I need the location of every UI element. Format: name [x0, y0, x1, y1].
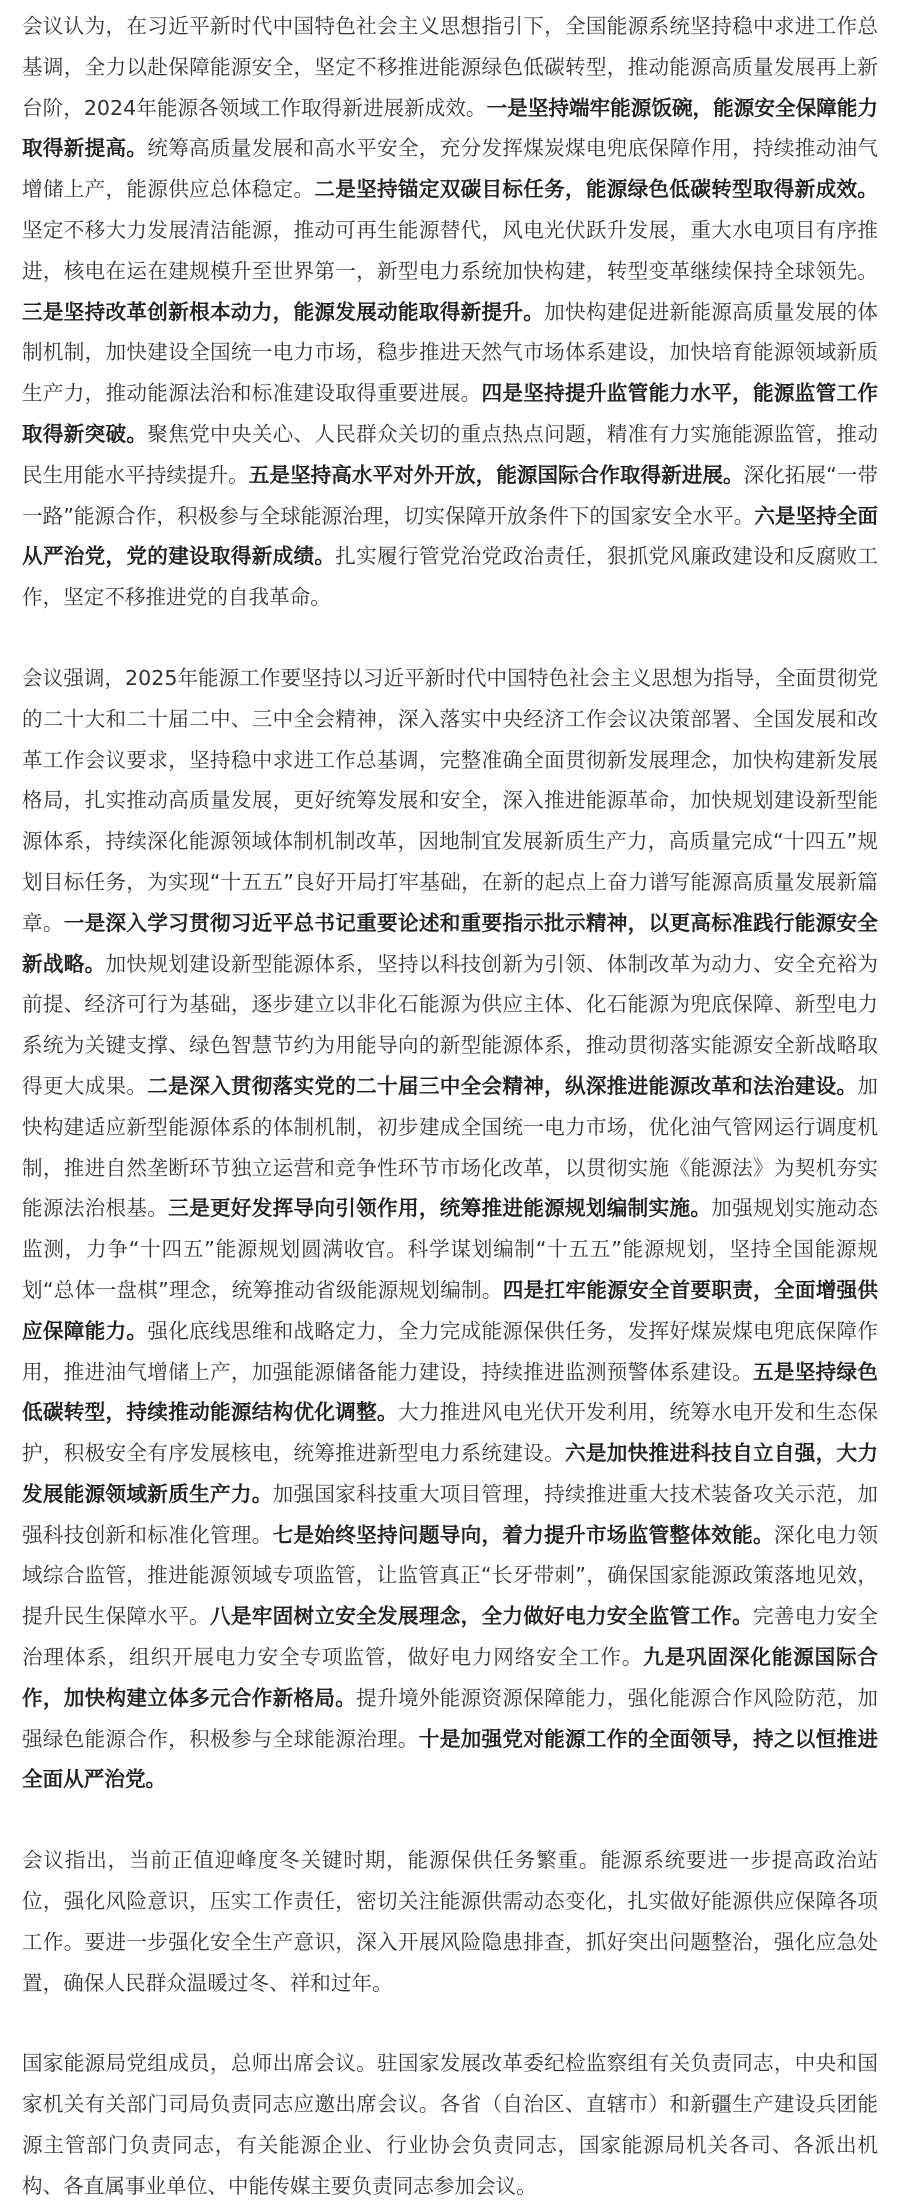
- emphasis-text: 三是更好发挥导向引领作用，统筹推进能源规划编制实施。: [168, 1196, 712, 1221]
- paragraph-2025-tasks: [22, 658, 878, 1800]
- emphasis-text: 十是加强党对能源工作的全面领导，持之以恒推进全面从严治党。: [22, 1726, 879, 1792]
- emphasis-text: 七是始终坚持问题导向，着力提升市场监管整体效能。: [272, 1522, 774, 1547]
- emphasis-text: 六是加快推进科技自立自强，大力发展能源领域新质生产力。: [22, 1441, 879, 1506]
- emphasis-text: 二是深入贯彻落实党的二十届三中全会精神，纵深推进能源改革和法治建设。: [147, 1073, 858, 1098]
- emphasis-text: 四是坚持提升监管能力水平，能源监管工作取得新突破。: [22, 381, 879, 446]
- body-text: 加强国家科技重大项目管理，持续推进重大技术装备攻关示范，加强科技创新和标准化管理。: [22, 1481, 879, 1547]
- body-text: 大力推进风电光伏开发利用，统筹水电开发和生态保护，积极安全有序发展核电，统筹推进新型电力系统建设。: [22, 1400, 879, 1466]
- body-text: 国家能源局党组成员，总师出席会议。驻国家发展改革委纪检监察组有关负责同志，中央和国家机关有关部门司局负责同志应邀出席会议。各省（自治区、直辖市）和新疆生产建设兵团能源主管部门负责同志，有关能源企业、行业协会负责同志，国家能源局机关各司、各派出机构、各直属事业单位、中能传媒主要负责同志参加会议。: [22, 2051, 878, 2198]
- emphasis-text: 五是坚持绿色低碳转型，持续推动能源结构优化调整。: [22, 1359, 879, 1425]
- emphasis-text: 六是坚持全面从严治党，党的建设取得新成绩。: [22, 503, 878, 569]
- body-text: 加强规划实施动态监测，力争“十四五”能源规划圆满收官。科学谋划编制“十五五”能源规划，坚持全国能源规划“总体一盘棋”理念，统筹推动省级能源规划编制。: [22, 1196, 879, 1302]
- emphasis-text: 九是巩固深化能源国际合作，加快构建立体多元合作新格局。: [22, 1645, 879, 1710]
- body-text: 聚焦党中央关心、人民群众关切的重点热点问题，精准有力实施能源监管，推动民生用能水平持续提升。: [22, 421, 878, 487]
- body-text: 加快构建促进新能源高质量发展的体制机制，加快建设全国统一电力市场，稳步推进天然气市场体系建设，加快培育能源领域新质生产力，推动能源法治和标准建设取得重要进展。: [22, 299, 879, 406]
- emphasis-text: 一是深入学习贯彻习近平总书记重要论述和重要指示批示精神，以更高标准践行能源安全新战略。: [22, 910, 879, 976]
- paragraph-winter-supply: [22, 1840, 878, 2003]
- body-text: 强化底线思维和战略定力，全力完成能源保供任务，发挥好煤炭煤电兜底保障作用，推进油气增储上产，加强能源储备能力建设，持续推进监测预警体系建设。: [22, 1318, 878, 1384]
- body-text: 加快构建适应新型能源体系的体制机制，初步建成全国统一电力市场，优化油气管网运行调度机制，推进自然垄断环节独立运营和竞争性环节市场化改革，以贯彻实施《能源法》为契机夯实能源法治根基。: [22, 1073, 878, 1221]
- body-text: 会议强调，2025年能源工作要坚持以习近平新时代中国特色社会主义思想为指导，全面贯彻党的二十大和二十届二中、三中全会精神，深入落实中央经济工作会议决策部署、全国发展和改革工作会议要求，坚持稳中求进工作总基调，完整准确全面贯彻新发展理念，加快构建新发展格局，扎实推动高质量发展，更好统筹发展和安全，深入推进能源革命，加快规划建设新型能源体系，持续深化能源领域体制机制改革，因地制宜发展新质生产力，高质量完成“十四五”规划目标任务，为实现“十五五”良好开局打牢基础，在新的起点上奋力谱写能源高质量发展新篇章。: [22, 665, 878, 935]
- body-text: 完善电力安全治理体系，组织开展电力安全专项监管，做好电力网络安全工作。: [22, 1604, 879, 1670]
- emphasis-text: 一是坚持端牢能源饭碗，能源安全保障能力取得新提高。: [22, 95, 878, 161]
- body-text: 扎实履行管党治党政治责任，狠抓党风廉政建设和反腐败工作，坚定不移推进党的自我革命。: [22, 544, 879, 610]
- paragraph-achievements: [22, 6, 878, 618]
- emphasis-text: 二是坚持锚定双碳目标任务，能源绿色低碳转型取得新成效。: [314, 177, 878, 202]
- emphasis-text: 八是牢固树立安全发展理念，全力做好电力安全监管工作。: [209, 1604, 753, 1629]
- emphasis-text: 五是坚持高水平对外开放，能源国际合作取得新进展。: [248, 462, 744, 487]
- body-text: 加快规划建设新型能源体系，坚持以科技创新为引领、体制改革为动力、安全充裕为前提、经济可行为基础，逐步建立以非化石能源为供应主体、化石能源为兜底保障、新型电力系统为关键支撑、绿色智慧节约为用能导向的新型能源体系，推动贯彻落实能源安全新战略取得更大成果。: [22, 951, 879, 1098]
- body-text: 统筹高质量发展和高水平安全，充分发挥煤炭煤电兜底保障作用，持续推动油气增储上产，能源供应总体稳定。: [22, 136, 878, 202]
- paragraph-attendees: [22, 2043, 878, 2206]
- body-text: 深化拓展“一带一路”能源合作，积极参与全球能源治理，切实保障开放条件下的国家安全水平。: [22, 462, 879, 528]
- body-text: 深化电力领域综合监管，推进能源领域专项监管，让监管真正“长牙带刺”，确保国家能源政策落地见效，提升民生保障水平。: [22, 1522, 879, 1629]
- body-text: 提升境外能源资源保障能力，强化能源合作风险防范，加强绿色能源合作，积极参与全球能源治理。: [22, 1685, 879, 1751]
- emphasis-text: 四是扛牢能源安全首要职责，全面增强供应保障能力。: [22, 1277, 879, 1343]
- body-text: 会议认为，在习近平新时代中国特色社会主义思想指引下，全国能源系统坚持稳中求进工作总基调，全力以赴保障能源安全，坚定不移推进能源绿色低碳转型，推动能源高质量发展再上新台阶，2024年能源各领域工作取得新进展新成效。: [22, 14, 878, 120]
- emphasis-text: 三是坚持改革创新根本动力，能源发展动能取得新提升。: [22, 299, 545, 324]
- body-text: 坚定不移大力发展清洁能源，推动可再生能源替代，风电光伏跃升发展，重大水电项目有序推进，核电在运在建规模升至世界第一，新型电力系统加快构建，转型变革继续保持全球领先。: [22, 217, 878, 283]
- body-text: 会议指出，当前正值迎峰度冬关键时期，能源保供任务繁重。能源系统要进一步提高政治站位，强化风险意识，压实工作责任，密切关注能源供需动态变化，扎实做好能源供应保障各项工作。要进一步强化安全生产意识，深入开展风险隐患排查，抓好突出问题整治，强化应急处置，确保人民群众温暖过冬、祥和过年。: [22, 1848, 878, 1995]
